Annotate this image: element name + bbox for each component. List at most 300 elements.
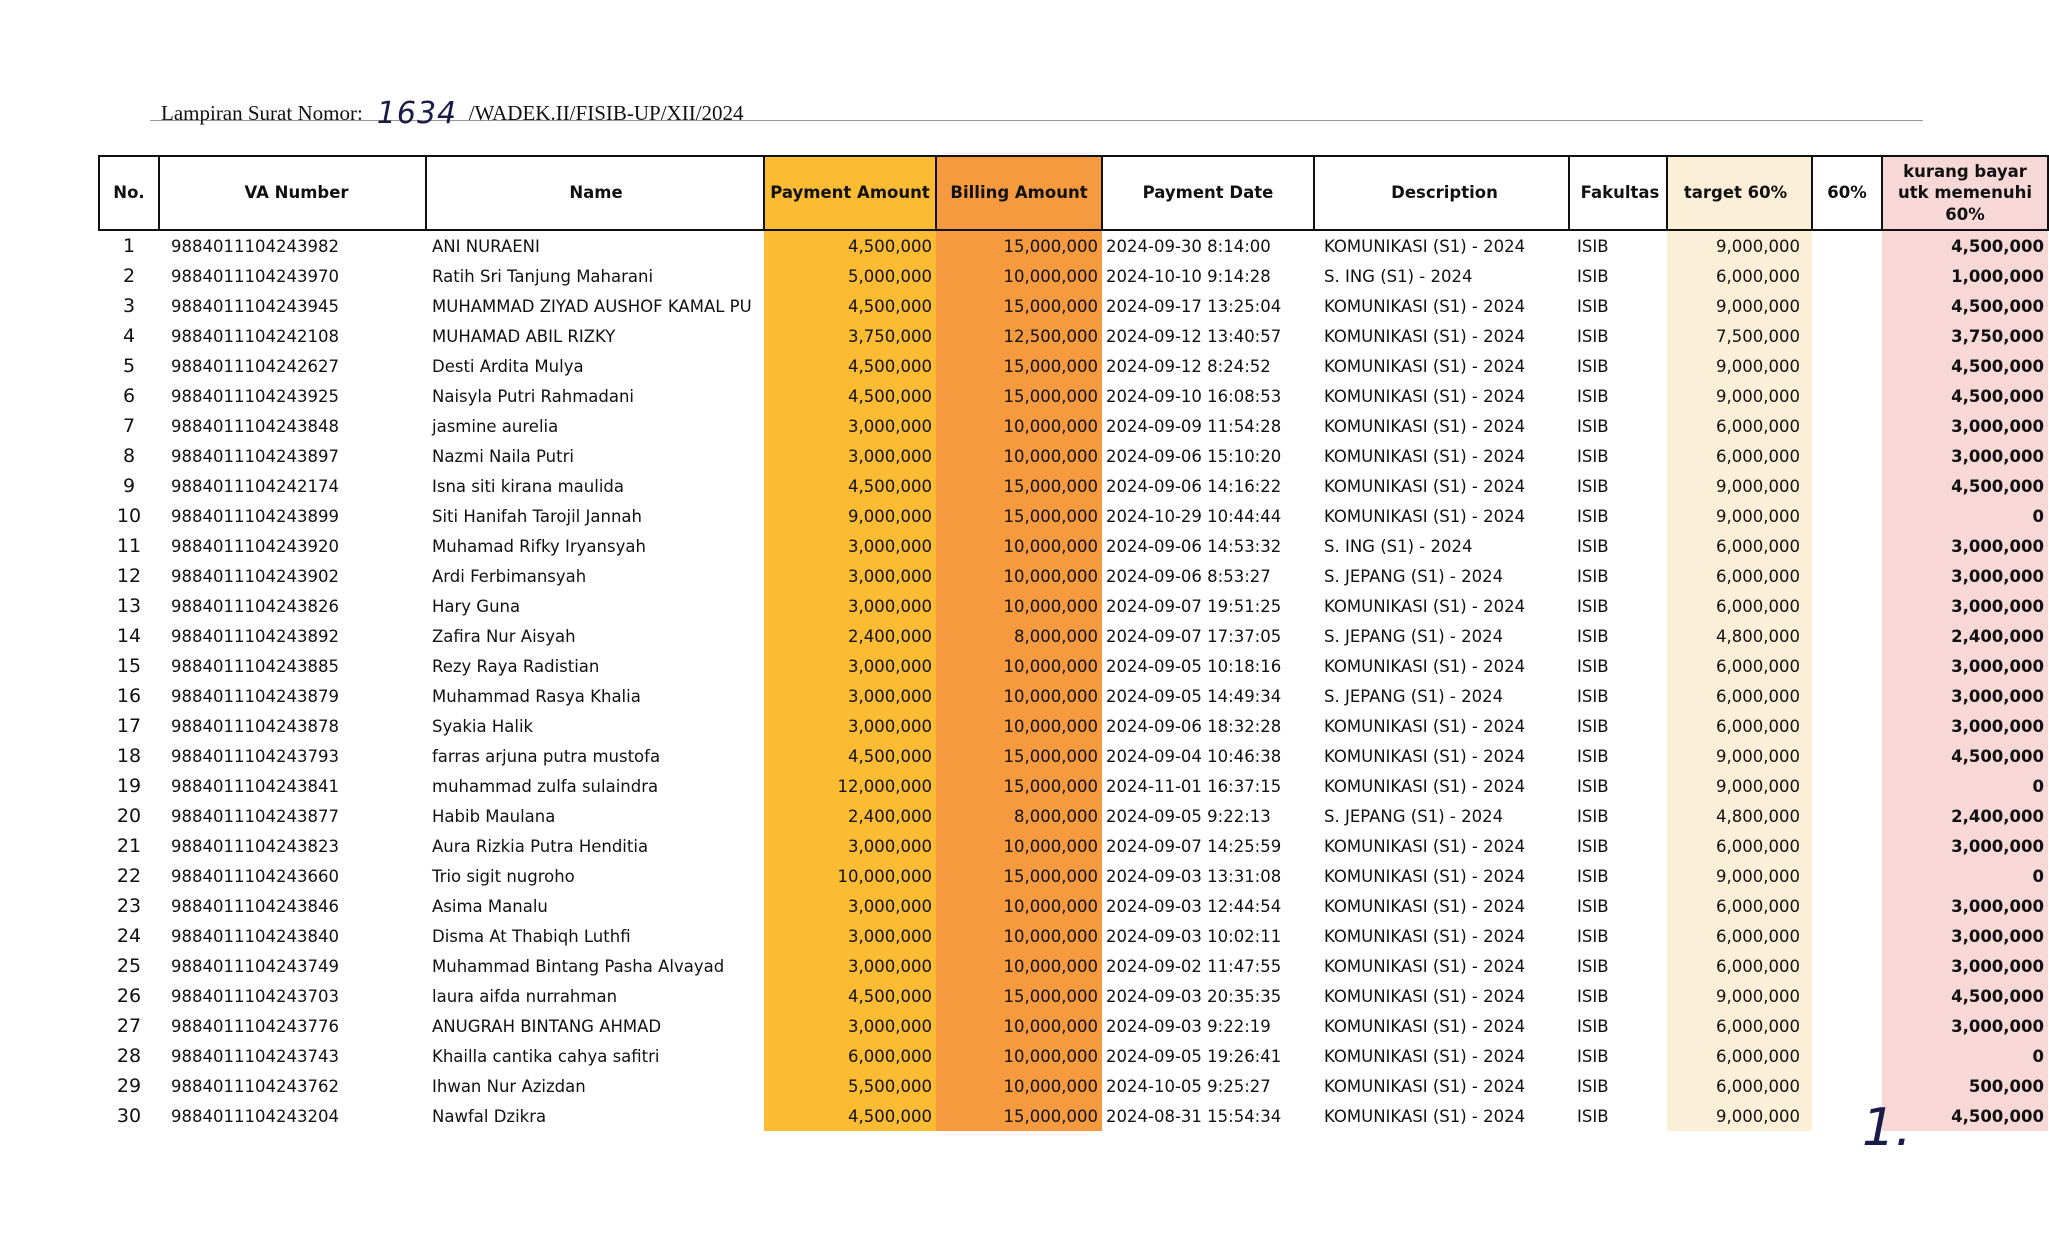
cell-va-number: 9884011104243846 [171,896,339,916]
cell-target-60: 6,000,000 [1667,1041,1812,1071]
cell-billing-amount: 8,000,000 [936,801,1102,831]
cell-name: Zafira Nur Aisyah [432,626,576,646]
table-row [99,681,2048,711]
cell-no: 3 [122,295,136,317]
cell-fakultas: ISIB [1577,266,1609,286]
cell-payment-date: 2024-10-05 9:25:27 [1106,1076,1271,1096]
cell-payment-amount: 3,000,000 [764,531,936,561]
cell-description: KOMUNIKASI (S1) - 2024 [1324,296,1526,316]
cell-va-number: 9884011104242627 [171,356,339,376]
cell-no: 12 [116,565,142,587]
cell-va-number: 9884011104243920 [171,536,339,556]
cell-60-percent [1812,681,1882,711]
cell-60-percent [1812,471,1882,501]
table-row [99,861,2048,891]
table-body [99,230,2048,1131]
cell-fakultas: ISIB [1577,416,1609,436]
cell-billing-amount: 10,000,000 [936,891,1102,921]
cell-payment-date: 2024-09-10 16:08:53 [1106,386,1282,406]
cell-60-percent [1812,801,1882,831]
cell-payment-amount: 3,000,000 [764,561,936,591]
cell-target-60: 6,000,000 [1667,681,1812,711]
cell-payment-amount: 3,000,000 [764,591,936,621]
cell-name: MUHAMMAD ZIYAD AUSHOF KAMAL PU [432,296,752,316]
header-kurang-bayar: kurang bayar utk memenuhi 60% [1882,156,2048,230]
cell-fakultas: ISIB [1577,236,1609,256]
cell-description: S. ING (S1) - 2024 [1324,266,1473,286]
cell-description: KOMUNIKASI (S1) - 2024 [1324,986,1526,1006]
cell-no: 30 [116,1105,142,1127]
handwritten-letter-number: 1634 [376,96,458,131]
table-row [99,291,2048,321]
cell-fakultas: ISIB [1577,716,1609,736]
cell-no: 14 [116,625,142,647]
cell-payment-amount: 3,000,000 [764,651,936,681]
cell-target-60: 9,000,000 [1667,471,1812,501]
cell-60-percent [1812,531,1882,561]
cell-kurang-bayar: 3,000,000 [1882,711,2048,741]
cell-no: 18 [116,745,142,767]
cell-kurang-bayar: 3,000,000 [1882,921,2048,951]
cell-payment-date: 2024-09-05 10:18:16 [1106,656,1282,676]
table-row [99,771,2048,801]
page-number-mark: 1. [1862,1098,1912,1158]
letter-label: Lampiran Surat Nomor: [161,101,363,125]
cell-60-percent [1812,981,1882,1011]
cell-payment-date: 2024-09-06 14:16:22 [1106,476,1282,496]
cell-kurang-bayar: 2,400,000 [1882,621,2048,651]
cell-va-number: 9884011104243982 [171,236,339,256]
cell-name: Syakia Halik [432,716,534,736]
cell-no: 1 [122,235,136,257]
cell-description: S. JEPANG (S1) - 2024 [1324,686,1504,706]
header-fakultas: Fakultas [1569,156,1667,230]
cell-fakultas: ISIB [1577,296,1609,316]
cell-va-number: 9884011104243848 [171,416,339,436]
cell-kurang-bayar: 3,000,000 [1882,831,2048,861]
cell-payment-amount: 3,000,000 [764,951,936,981]
table-row [99,741,2048,771]
cell-kurang-bayar: 3,000,000 [1882,891,2048,921]
cell-no: 21 [116,835,142,857]
cell-kurang-bayar: 3,000,000 [1882,531,2048,561]
cell-billing-amount: 10,000,000 [936,531,1102,561]
cell-kurang-bayar: 2,400,000 [1882,801,2048,831]
cell-description: KOMUNIKASI (S1) - 2024 [1324,1046,1526,1066]
cell-billing-amount: 15,000,000 [936,351,1102,381]
table-row [99,951,2048,981]
cell-payment-date: 2024-09-03 9:22:19 [1106,1016,1271,1036]
cell-payment-amount: 4,500,000 [764,381,936,411]
cell-billing-amount: 15,000,000 [936,471,1102,501]
cell-payment-date: 2024-09-05 14:49:34 [1106,686,1282,706]
cell-description: KOMUNIKASI (S1) - 2024 [1324,896,1526,916]
cell-va-number: 9884011104243879 [171,686,339,706]
cell-payment-date: 2024-09-02 11:47:55 [1106,956,1282,976]
cell-billing-amount: 10,000,000 [936,1041,1102,1071]
cell-fakultas: ISIB [1577,446,1609,466]
cell-fakultas: ISIB [1577,386,1609,406]
cell-billing-amount: 10,000,000 [936,681,1102,711]
cell-va-number: 9884011104243840 [171,926,339,946]
cell-target-60: 6,000,000 [1667,561,1812,591]
cell-payment-date: 2024-09-03 10:02:11 [1106,926,1282,946]
cell-fakultas: ISIB [1577,476,1609,496]
cell-va-number: 9884011104243878 [171,716,339,736]
cell-fakultas: ISIB [1577,566,1609,586]
cell-60-percent [1812,861,1882,891]
cell-name: Isna siti kirana maulida [432,476,624,496]
cell-va-number: 9884011104243892 [171,626,339,646]
cell-name: Desti Ardita Mulya [432,356,584,376]
cell-payment-date: 2024-09-06 18:32:28 [1106,716,1282,736]
cell-description: KOMUNIKASI (S1) - 2024 [1324,1106,1526,1126]
cell-name: Rezy Raya Radistian [432,656,600,676]
cell-payment-amount: 3,000,000 [764,411,936,441]
table-row [99,381,2048,411]
cell-billing-amount: 15,000,000 [936,230,1102,261]
cell-va-number: 9884011104243776 [171,1016,339,1036]
cell-va-number: 9884011104243749 [171,956,339,976]
cell-description: S. JEPANG (S1) - 2024 [1324,806,1504,826]
cell-target-60: 6,000,000 [1667,531,1812,561]
cell-60-percent [1812,411,1882,441]
cell-payment-amount: 2,400,000 [764,801,936,831]
cell-no: 13 [116,595,142,617]
table-row [99,471,2048,501]
table-row [99,531,2048,561]
cell-billing-amount: 8,000,000 [936,621,1102,651]
table-row [99,711,2048,741]
cell-target-60: 9,000,000 [1667,861,1812,891]
cell-name: laura aifda nurrahman [432,986,618,1006]
cell-kurang-bayar: 3,000,000 [1882,951,2048,981]
cell-target-60: 4,800,000 [1667,801,1812,831]
cell-payment-date: 2024-09-07 14:25:59 [1106,836,1282,856]
cell-payment-date: 2024-09-03 13:31:08 [1106,866,1282,886]
cell-va-number: 9884011104243823 [171,836,339,856]
cell-payment-amount: 5,500,000 [764,1071,936,1101]
cell-no: 17 [116,715,142,737]
cell-kurang-bayar: 3,000,000 [1882,411,2048,441]
cell-60-percent [1812,951,1882,981]
cell-description: S. ING (S1) - 2024 [1324,536,1473,556]
cell-fakultas: ISIB [1577,686,1609,706]
cell-description: KOMUNIKASI (S1) - 2024 [1324,416,1526,436]
cell-payment-amount: 3,000,000 [764,441,936,471]
table-row [99,1041,2048,1071]
cell-billing-amount: 10,000,000 [936,651,1102,681]
cell-va-number: 9884011104243897 [171,446,339,466]
cell-payment-date: 2024-09-05 19:26:41 [1106,1046,1282,1066]
cell-60-percent [1812,230,1882,261]
cell-kurang-bayar: 4,500,000 [1882,471,2048,501]
cell-kurang-bayar: 0 [1882,771,2048,801]
cell-fakultas: ISIB [1577,746,1609,766]
cell-target-60: 9,000,000 [1667,501,1812,531]
cell-billing-amount: 15,000,000 [936,1101,1102,1131]
cell-payment-amount: 4,500,000 [764,1101,936,1131]
cell-60-percent [1812,351,1882,381]
cell-payment-amount: 4,500,000 [764,351,936,381]
cell-kurang-bayar: 3,000,000 [1882,591,2048,621]
cell-60-percent [1812,1041,1882,1071]
cell-60-percent [1812,831,1882,861]
cell-description: KOMUNIKASI (S1) - 2024 [1324,656,1526,676]
cell-payment-date: 2024-09-07 19:51:25 [1106,596,1282,616]
header-payment-amount: Payment Amount [764,156,936,230]
cell-target-60: 6,000,000 [1667,1011,1812,1041]
cell-no: 27 [116,1015,142,1037]
cell-va-number: 9884011104243793 [171,746,339,766]
cell-payment-amount: 4,500,000 [764,471,936,501]
cell-name: ANUGRAH BINTANG AHMAD [432,1016,662,1036]
cell-payment-date: 2024-09-06 15:10:20 [1106,446,1282,466]
cell-va-number: 9884011104243885 [171,656,339,676]
cell-description: KOMUNIKASI (S1) - 2024 [1324,1076,1526,1096]
cell-kurang-bayar: 4,500,000 [1882,381,2048,411]
cell-billing-amount: 15,000,000 [936,771,1102,801]
cell-name: Disma At Thabiqh Luthfi [432,926,631,946]
cell-60-percent [1812,711,1882,741]
cell-billing-amount: 10,000,000 [936,591,1102,621]
cell-payment-amount: 3,000,000 [764,711,936,741]
cell-kurang-bayar: 4,500,000 [1882,230,2048,261]
cell-payment-date: 2024-09-04 10:46:38 [1106,746,1282,766]
cell-payment-amount: 5,000,000 [764,261,936,291]
cell-fakultas: ISIB [1577,986,1609,1006]
cell-kurang-bayar: 4,500,000 [1882,741,2048,771]
cell-description: KOMUNIKASI (S1) - 2024 [1324,716,1526,736]
cell-name: Asima Manalu [432,896,548,916]
cell-fakultas: ISIB [1577,956,1609,976]
table-header-row [99,156,2048,230]
cell-60-percent [1812,741,1882,771]
cell-description: S. JEPANG (S1) - 2024 [1324,626,1504,646]
table-row [99,801,2048,831]
cell-60-percent [1812,291,1882,321]
cell-kurang-bayar: 3,750,000 [1882,321,2048,351]
cell-fakultas: ISIB [1577,596,1609,616]
cell-va-number: 9884011104243204 [171,1106,339,1126]
cell-target-60: 9,000,000 [1667,1101,1812,1131]
cell-name: farras arjuna putra mustofa [432,746,661,766]
table-row [99,891,2048,921]
cell-description: KOMUNIKASI (S1) - 2024 [1324,326,1526,346]
cell-no: 2 [122,265,136,287]
cell-fakultas: ISIB [1577,836,1609,856]
cell-name: ANI NURAENI [432,236,540,256]
table-row [99,591,2048,621]
cell-payment-date: 2024-09-06 8:53:27 [1106,566,1271,586]
cell-60-percent [1812,1011,1882,1041]
cell-60-percent [1812,381,1882,411]
cell-payment-amount: 3,000,000 [764,921,936,951]
cell-target-60: 4,800,000 [1667,621,1812,651]
cell-fakultas: ISIB [1577,1046,1609,1066]
cell-description: KOMUNIKASI (S1) - 2024 [1324,236,1526,256]
cell-payment-amount: 4,500,000 [764,230,936,261]
cell-fakultas: ISIB [1577,806,1609,826]
cell-target-60: 6,000,000 [1667,891,1812,921]
cell-description: KOMUNIKASI (S1) - 2024 [1324,446,1526,466]
cell-payment-date: 2024-09-05 9:22:13 [1106,806,1271,826]
cell-no: 5 [122,355,136,377]
cell-name: Khailla cantika cahya safitri [432,1046,660,1066]
cell-billing-amount: 10,000,000 [936,1011,1102,1041]
cell-no: 22 [116,865,142,887]
cell-payment-date: 2024-08-31 15:54:34 [1106,1106,1282,1126]
cell-target-60: 9,000,000 [1667,381,1812,411]
table-row [99,831,2048,861]
cell-va-number: 9884011104243703 [171,986,339,1006]
cell-fakultas: ISIB [1577,776,1609,796]
cell-payment-amount: 2,400,000 [764,621,936,651]
cell-payment-date: 2024-10-10 9:14:28 [1106,266,1271,286]
header-description: Description [1314,156,1569,230]
cell-description: KOMUNIKASI (S1) - 2024 [1324,386,1526,406]
cell-billing-amount: 12,500,000 [936,321,1102,351]
cell-60-percent [1812,891,1882,921]
cell-name: muhammad zulfa sulaindra [432,776,659,796]
cell-no: 28 [116,1045,142,1067]
cell-target-60: 9,000,000 [1667,291,1812,321]
cell-payment-amount: 12,000,000 [764,771,936,801]
header-billing-amount: Billing Amount [936,156,1102,230]
cell-payment-date: 2024-09-06 14:53:32 [1106,536,1282,556]
table-row [99,230,2048,261]
cell-60-percent [1812,441,1882,471]
cell-billing-amount: 15,000,000 [936,291,1102,321]
cell-payment-amount: 4,500,000 [764,741,936,771]
cell-60-percent [1812,651,1882,681]
cell-va-number: 9884011104243877 [171,806,339,826]
payment-table [98,155,2049,1131]
cell-name: Ardi Ferbimansyah [432,566,587,586]
cell-target-60: 6,000,000 [1667,831,1812,861]
cell-no: 26 [116,985,142,1007]
cell-name: Ihwan Nur Azizdan [432,1076,586,1096]
cell-description: KOMUNIKASI (S1) - 2024 [1324,866,1526,886]
cell-target-60: 6,000,000 [1667,951,1812,981]
cell-kurang-bayar: 3,000,000 [1882,651,2048,681]
cell-fakultas: ISIB [1577,356,1609,376]
cell-no: 16 [116,685,142,707]
cell-kurang-bayar: 0 [1882,501,2048,531]
cell-description: KOMUNIKASI (S1) - 2024 [1324,836,1526,856]
cell-60-percent [1812,921,1882,951]
cell-60-percent [1812,591,1882,621]
cell-no: 6 [122,385,136,407]
cell-target-60: 6,000,000 [1667,651,1812,681]
cell-billing-amount: 15,000,000 [936,501,1102,531]
cell-va-number: 9884011104243743 [171,1046,339,1066]
cell-billing-amount: 15,000,000 [936,381,1102,411]
cell-name: Aura Rizkia Putra Henditia [432,836,649,856]
header-target-60: target 60% [1667,156,1812,230]
table-row [99,561,2048,591]
cell-60-percent [1812,1071,1882,1101]
cell-billing-amount: 10,000,000 [936,441,1102,471]
cell-kurang-bayar: 3,000,000 [1882,681,2048,711]
cell-kurang-bayar: 3,000,000 [1882,441,2048,471]
cell-description: KOMUNIKASI (S1) - 2024 [1324,1016,1526,1036]
cell-payment-amount: 10,000,000 [764,861,936,891]
cell-payment-amount: 3,000,000 [764,831,936,861]
cell-no: 4 [122,325,136,347]
cell-billing-amount: 15,000,000 [936,861,1102,891]
cell-fakultas: ISIB [1577,626,1609,646]
cell-payment-date: 2024-09-12 8:24:52 [1106,356,1271,376]
cell-payment-date: 2024-09-07 17:37:05 [1106,626,1282,646]
cell-payment-amount: 3,000,000 [764,891,936,921]
cell-payment-date: 2024-10-29 10:44:44 [1106,506,1282,526]
cell-va-number: 9884011104243970 [171,266,339,286]
cell-billing-amount: 10,000,000 [936,921,1102,951]
cell-target-60: 6,000,000 [1667,1071,1812,1101]
cell-kurang-bayar: 4,500,000 [1882,1101,2048,1131]
cell-name: Naisyla Putri Rahmadani [432,386,635,406]
cell-name: Muhammad Rasya Khalia [432,686,641,706]
table-row [99,981,2048,1011]
letter-reference [161,96,744,131]
cell-billing-amount: 10,000,000 [936,1071,1102,1101]
cell-60-percent [1812,561,1882,591]
cell-target-60: 9,000,000 [1667,230,1812,261]
cell-60-percent [1812,771,1882,801]
header-payment-date: Payment Date [1102,156,1314,230]
cell-no: 25 [116,955,142,977]
cell-description: KOMUNIKASI (S1) - 2024 [1324,506,1526,526]
cell-billing-amount: 10,000,000 [936,261,1102,291]
cell-kurang-bayar: 0 [1882,861,2048,891]
cell-target-60: 6,000,000 [1667,411,1812,441]
cell-payment-amount: 4,500,000 [764,981,936,1011]
cell-kurang-bayar: 1,000,000 [1882,261,2048,291]
cell-va-number: 9884011104243925 [171,386,339,406]
table-row [99,1071,2048,1101]
cell-fakultas: ISIB [1577,1106,1609,1126]
cell-billing-amount: 15,000,000 [936,981,1102,1011]
cell-name: Trio sigit nugroho [432,866,575,886]
cell-va-number: 9884011104242108 [171,326,339,346]
table-row [99,411,2048,441]
cell-no: 23 [116,895,142,917]
cell-va-number: 9884011104243660 [171,866,339,886]
cell-billing-amount: 10,000,000 [936,951,1102,981]
cell-payment-date: 2024-11-01 16:37:15 [1106,776,1282,796]
cell-no: 20 [116,805,142,827]
table-row [99,1101,2048,1131]
header-va-number: VA Number [159,156,426,230]
cell-no: 24 [116,925,142,947]
cell-kurang-bayar: 0 [1882,1041,2048,1071]
cell-fakultas: ISIB [1577,506,1609,526]
table-row [99,321,2048,351]
table-row [99,921,2048,951]
cell-description: KOMUNIKASI (S1) - 2024 [1324,746,1526,766]
cell-name: Habib Maulana [432,806,556,826]
cell-description: S. JEPANG (S1) - 2024 [1324,566,1504,586]
cell-target-60: 6,000,000 [1667,441,1812,471]
cell-60-percent [1812,621,1882,651]
cell-target-60: 9,000,000 [1667,981,1812,1011]
cell-name: Nawfal Dzikra [432,1106,547,1126]
cell-name: jasmine aurelia [432,416,559,436]
cell-no: 8 [122,445,136,467]
header-no: No. [99,156,159,230]
cell-kurang-bayar: 3,000,000 [1882,1011,2048,1041]
